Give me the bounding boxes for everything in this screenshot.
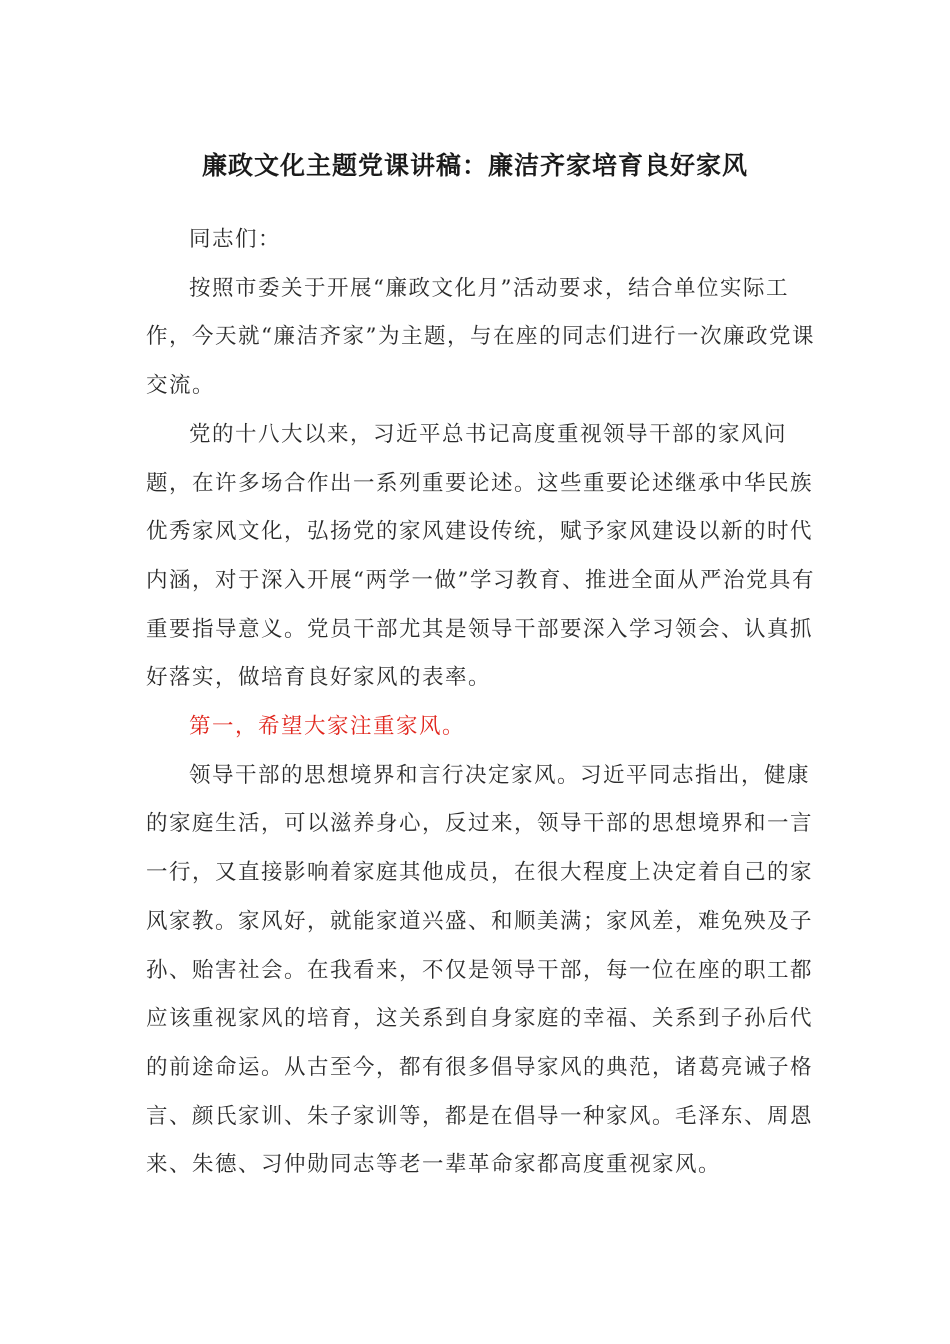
document-body bbox=[146, 216, 818, 1190]
salutation: 同志们： bbox=[189, 227, 282, 252]
paragraph-background: 党的十八大以来，习近平总书记高度重视领导干部的家风问题，在许多场合作出一系列重要论述。这些重要论述继承中华民族优秀家风文化，弘扬党的家风建设传统，赋予家风建设以新的时代内涵，对于深入开展“两学一做”学习教育、推进全面从严治党具有重要指导意义。党员干部尤其是领导干部要深入学习领会、认真抓好落实，做培育良好家风的表率。 bbox=[146, 421, 815, 691]
paragraph-intro: 按照市委关于开展“廉政文化月”活动要求，结合单位实际工作，今天就“廉洁齐家”为主题，与在座的同志们进行一次廉政党课交流。 bbox=[146, 275, 815, 399]
section-heading-first: 第一，希望大家注重家风。 bbox=[189, 714, 466, 740]
paragraph-family-style: 领导干部的思想境界和言行决定家风。习近平同志指出，健康的家庭生活，可以滋养身心，反过来，领导干部的思想境界和一言一行，又直接影响着家庭其他成员，在很大程度上决定着自己的家风家教。家风好，就能家道兴盛、和顺美满；家风差，难免殃及子孙、贻害社会。在我看来，不仅是领导干部，每一位在座的职工都应该重视家风的培育，这关系到自身家庭的幸福、关系到子孙后代的前途命运。从古至今，都有很多倡导家风的典范，诸葛亮诫子格言、颜氏家训、朱子家训等，都是在倡导一种家风。毛泽东、周恩来、朱德、习仲勋同志等老一辈革命家都高度重视家风。 bbox=[146, 762, 814, 1178]
document-title: 廉政文化主题党课讲稿：廉洁齐家培育良好家风 bbox=[201, 151, 748, 180]
